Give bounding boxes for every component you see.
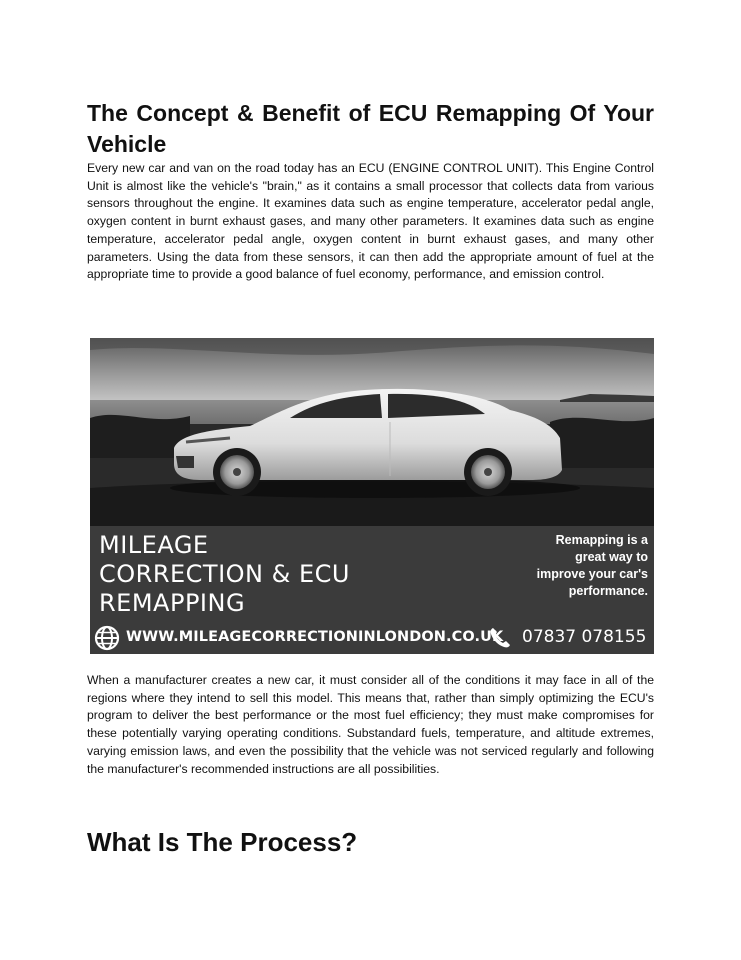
article-title: The Concept & Benefit of ECU Remapping Of Your Vehicle bbox=[87, 100, 654, 157]
article bbox=[87, 98, 654, 284]
tagline-line: Remapping is a bbox=[555, 533, 648, 547]
section-heading: What Is The Process? bbox=[87, 827, 358, 857]
banner-title bbox=[99, 531, 350, 618]
globe-icon bbox=[94, 625, 120, 651]
phone-number[interactable]: 07837 078155 bbox=[522, 627, 647, 647]
promo-banner bbox=[90, 338, 654, 654]
banner-title-line: CORRECTION & ECU bbox=[99, 560, 350, 588]
tagline-line: performance. bbox=[568, 584, 648, 598]
manufacturer-paragraph: When a manufacturer creates a new car, it must consider all of the conditions it may face in all of the regions where they intend to sell this model. This means that, rather than simply optimizing the ECU's program to deliver the best performance or the most fuel efficiency; they must make compromises for these potentially varying operating conditions. Substandard fuels, temperature, and altitude extremes, varying emission laws, and even the possibility that the vehicle was not serviced regularly and following the manufacturer's recommended instructions are all possibilities. bbox=[87, 673, 654, 776]
phone-icon bbox=[488, 626, 512, 650]
tagline-line: great way to bbox=[575, 550, 648, 564]
car-photo bbox=[90, 338, 654, 526]
banner-title-line: REMAPPING bbox=[99, 589, 246, 617]
intro-paragraph: Every new car and van on the road today has an ECU (ENGINE CONTROL UNIT). This Engine Control Unit is almost like the vehicle's "brain," as it contains a small processor that collects data from various sensors throughout the engine. It examines data such as engine temperature, accelerator pedal angle, oxygen content in burnt exhaust gases, and many other parameters. It examines data such as engine temperature, accelerator pedal angle, oxygen content in burnt exhaust gases, and many other parameters. Using the data from these sensors, it can then add the appropriate amount of fuel at the appropriate time to provide a good balance of fuel economy, performance, and emission control. bbox=[87, 161, 654, 282]
website-link[interactable]: WWW.MILEAGECORRECTIONINLONDON.CO.UK bbox=[126, 629, 504, 645]
tagline-line: improve your car's bbox=[536, 567, 648, 581]
banner-tagline bbox=[508, 532, 648, 600]
banner-contact-bar bbox=[90, 622, 654, 654]
banner-title-line: MILEAGE bbox=[99, 531, 209, 559]
